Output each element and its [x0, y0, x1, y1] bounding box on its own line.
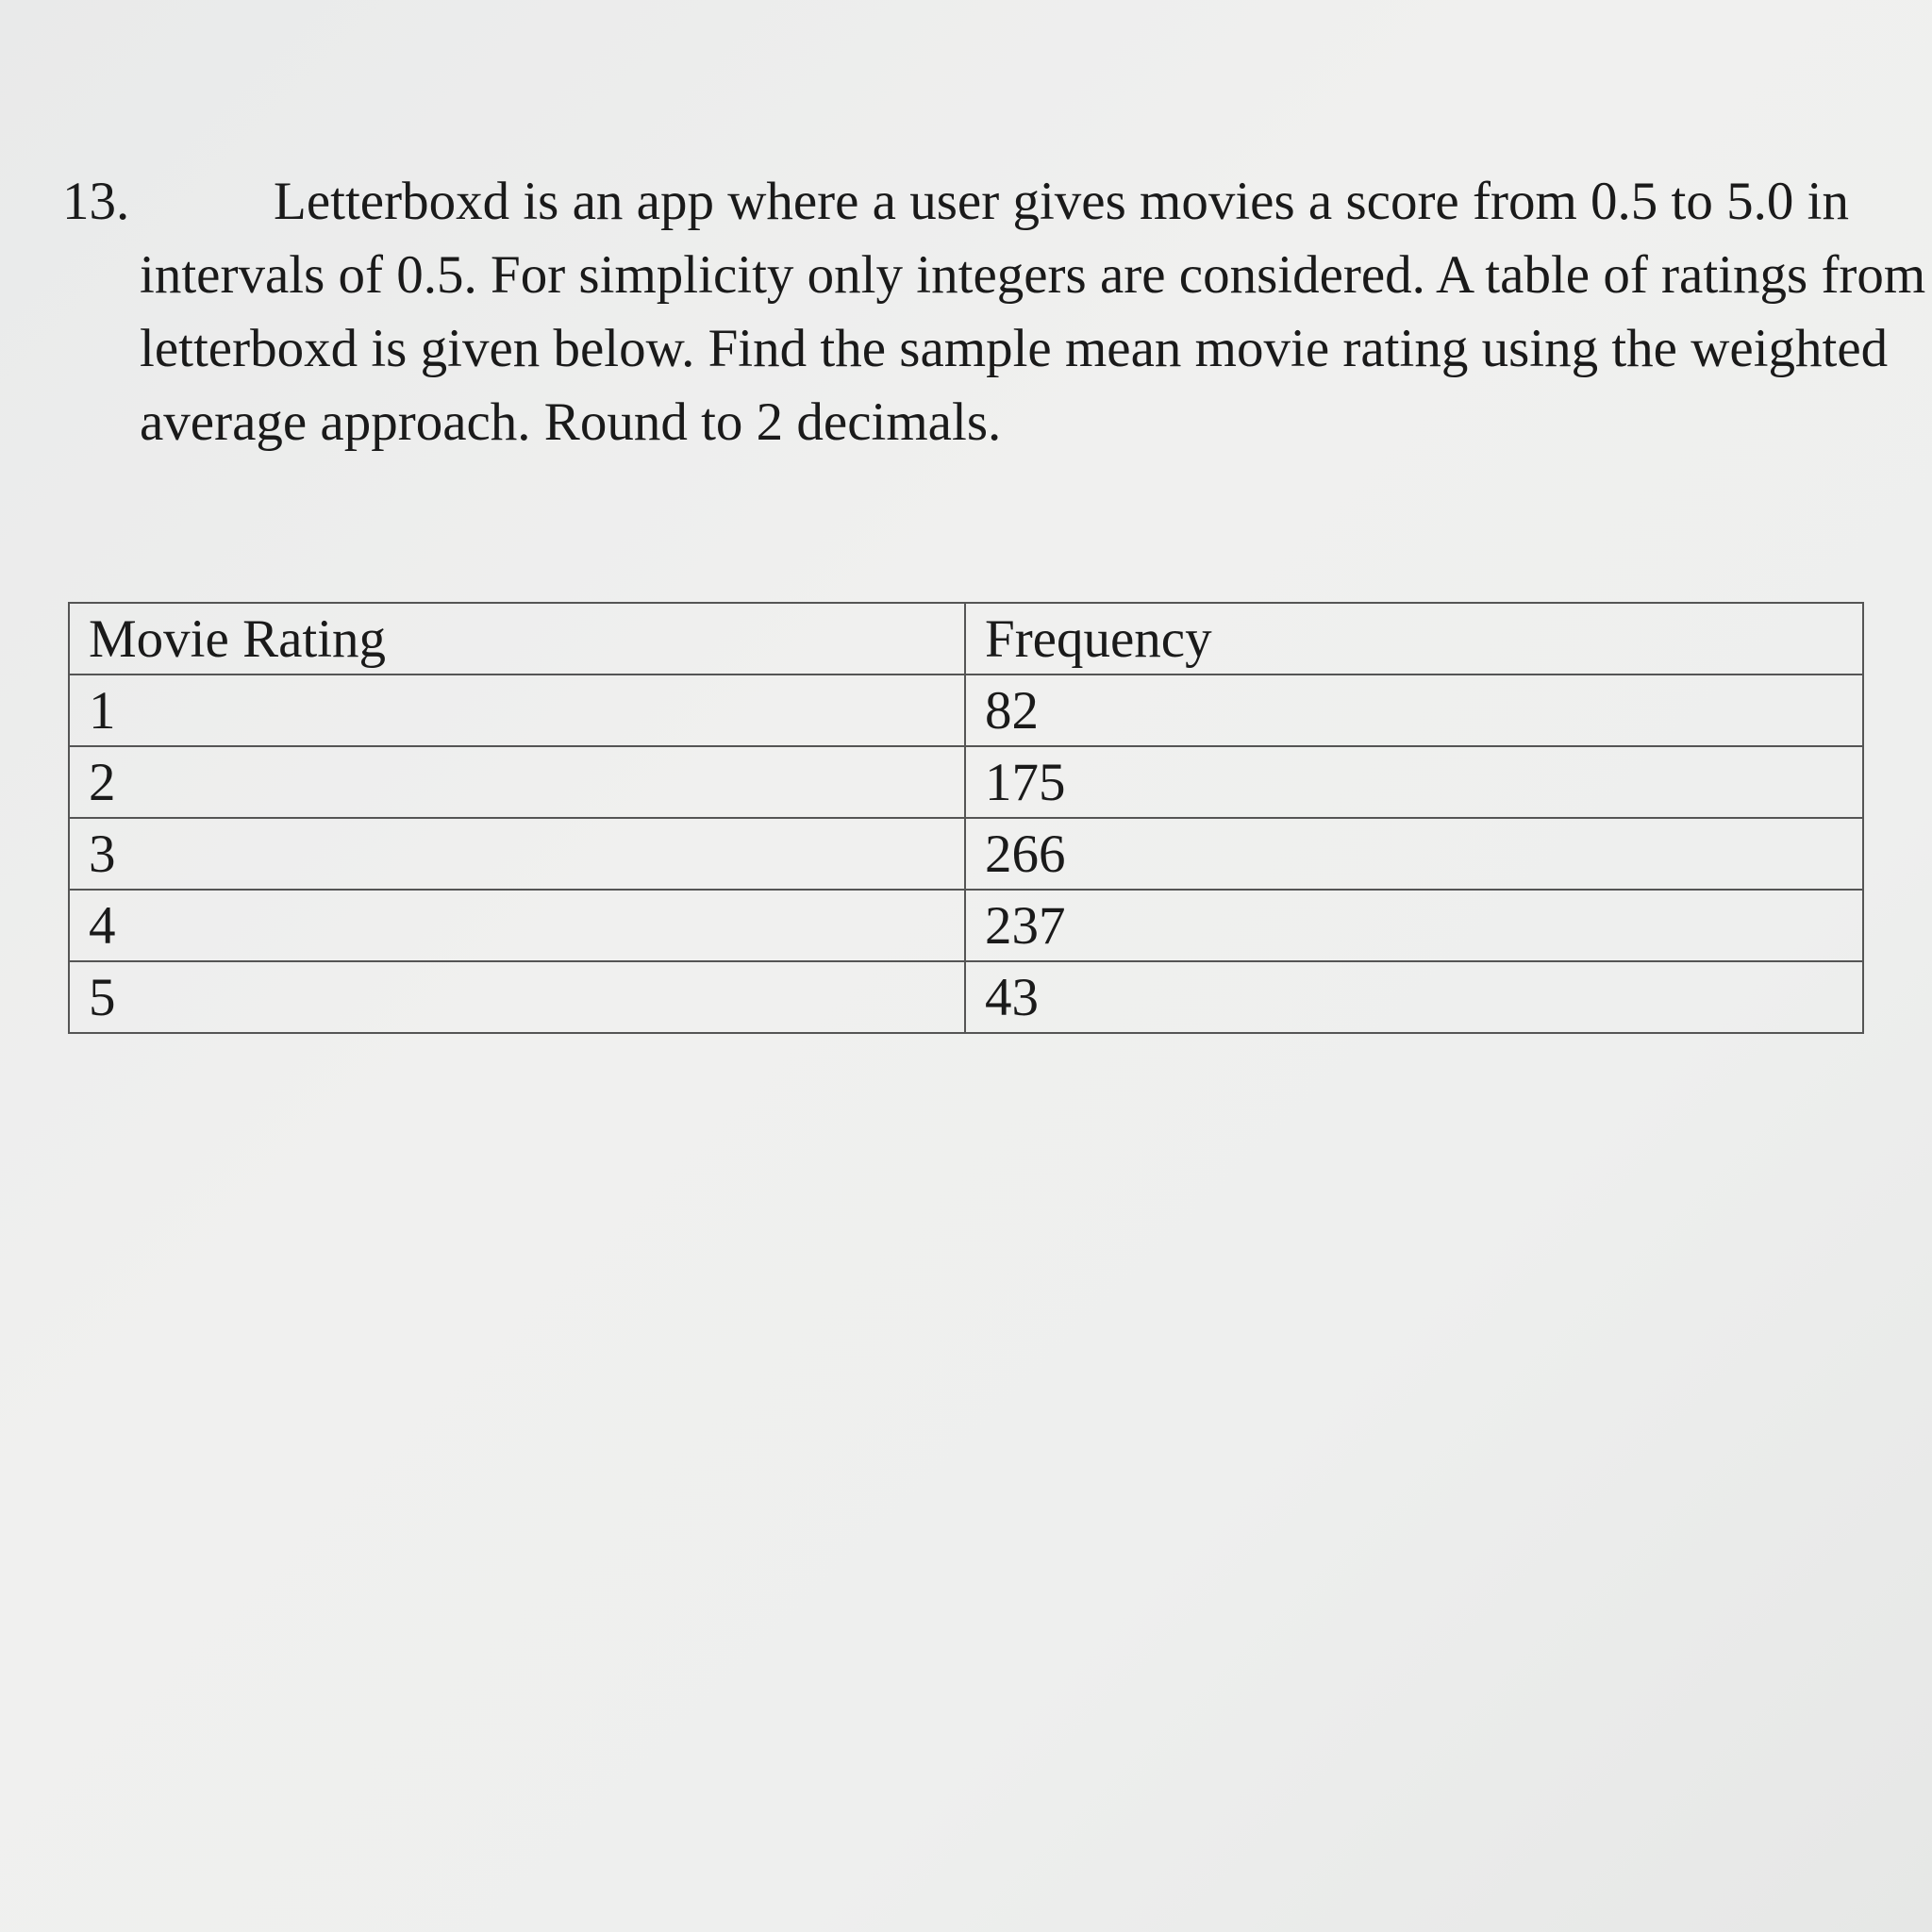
problem-text: Letterboxd is an app where a user gives movies a score from 0.5 to 5.0 in intervals of 0.5. For simplicity only integers are considered. A table of ratings from letterboxd is given below. Find the sample mean movie rating using the weighted average approach. Round to 2 decimals.: [140, 172, 1926, 452]
ratings-table: [68, 602, 1864, 1034]
rating-cell: 3: [69, 818, 965, 890]
header-movie-rating: Movie Rating: [69, 603, 965, 675]
rating-cell: 2: [69, 746, 965, 818]
problem-number: 13.: [62, 172, 130, 231]
table-row: [69, 746, 1863, 818]
table-header-row: [69, 603, 1863, 675]
frequency-cell: 43: [965, 961, 1863, 1033]
rating-cell: 1: [69, 675, 965, 746]
table-row: [69, 961, 1863, 1033]
header-frequency: Frequency: [965, 603, 1863, 675]
frequency-cell: 175: [965, 746, 1863, 818]
ratings-table-container: [68, 602, 1864, 1034]
rating-cell: 5: [69, 961, 965, 1033]
rating-cell: 4: [69, 890, 965, 961]
frequency-cell: 266: [965, 818, 1863, 890]
frequency-cell: 237: [965, 890, 1863, 961]
table-row: [69, 675, 1863, 746]
table-row: [69, 818, 1863, 890]
frequency-cell: 82: [965, 675, 1863, 746]
table-row: [69, 890, 1863, 961]
